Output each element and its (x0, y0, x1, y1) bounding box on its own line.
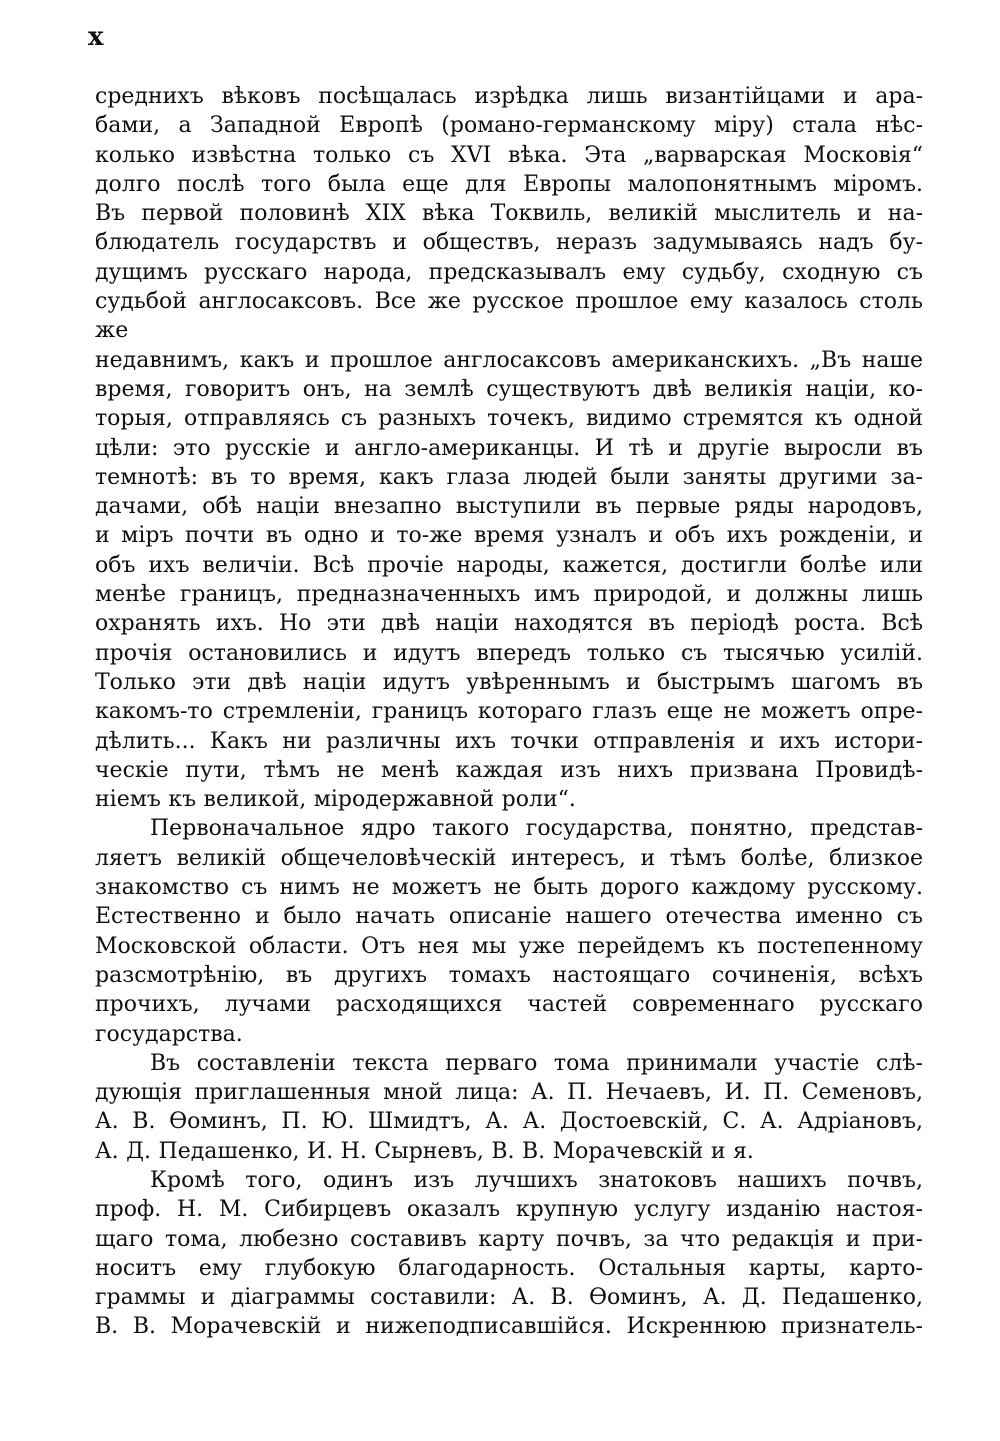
text-line: В. В. Морачевскій и нижеподписавшійся. Искреннюю признатель- (95, 1314, 923, 1340)
text-line: разсмотрѣнію, въ другихъ томахъ настоящаго сочиненія, всѣхъ (95, 962, 923, 988)
text-line: носитъ ему глубокую благодарность. Остальныя карты, карто- (95, 1255, 923, 1281)
body-text (95, 82, 923, 1342)
text-line: проф. Н. М. Сибирцевъ оказалъ крупную услугу изданію настоя- (95, 1197, 923, 1223)
page-number: x (88, 22, 105, 52)
text-line: Московской области. Отъ нея мы уже перейдемъ къ постепенному (95, 933, 923, 959)
text-line: дачами, обѣ націи внезапно выступили въ первые ряды народовъ, (95, 494, 923, 520)
text-line: судьбой англосаксовъ. Все же русское прошлое ему казалось столь же (95, 289, 923, 344)
text-line: А. В. Ѳоминъ, П. Ю. Шмидтъ, А. А. Достоевскій, С. А. Адріановъ, (95, 1109, 923, 1135)
text-line: А. Д. Педашенко, И. Н. Сырневъ, В. В. Морачевскій и я. (95, 1138, 754, 1164)
text-line: прочихъ, лучами расходящихся частей современнаго русскаго (95, 992, 923, 1018)
text-line: Въ составленіи текста перваго тома принимали участіе слѣ- (150, 1050, 923, 1076)
text-line: Естественно и было начать описаніе нашего отечества именно съ (95, 904, 923, 930)
text-line: государства. (95, 1021, 243, 1047)
text-line: дущимъ русскаго народа, предсказывалъ ему судьбу, сходную съ (95, 259, 923, 285)
text-line: долго послѣ того была еще для Европы малопонятнымъ міромъ. (95, 171, 923, 197)
text-line: дующія приглашенныя мной лица: А. П. Нечаевъ, И. П. Семеновъ, (95, 1080, 923, 1106)
text-line: колько извѣстна только съ XVI вѣка. Эта „варварская Московія“ (95, 142, 923, 168)
text-line: время, говоритъ онъ, на землѣ существуютъ двѣ великія націи, ко- (95, 376, 923, 402)
text-line: темнотѣ: въ то время, какъ глаза людей были заняты другими за- (95, 464, 923, 490)
text-line: дѣлить... Какъ ни различны ихъ точки отправленія и ихъ истори- (95, 728, 923, 754)
text-line: граммы и діаграммы составили: А. В. Ѳоминъ, А. Д. Педашенко, (95, 1285, 923, 1311)
text-line: ческіе пути, тѣмъ не менѣ каждая изъ нихъ призвана Провидѣ- (95, 757, 923, 783)
text-line: Первоначальное ядро такого государства, понятно, представ- (150, 816, 923, 842)
text-line: охранять ихъ. Но эти двѣ націи находятся въ періодѣ роста. Всѣ (95, 611, 923, 637)
text-line: какомъ-то стремленіи, границъ котораго глазъ еще не можетъ опре- (95, 699, 923, 725)
text-line: ніемъ къ великой, міродержавной роли“. (95, 787, 576, 813)
text-line: прочія остановились и идутъ впередъ только съ тысячью усилій. (95, 640, 923, 666)
text-line: цѣли: это русскіе и англо-американцы. И тѣ и другіе выросли въ (95, 435, 923, 461)
text-line: Кромѣ того, одинъ изъ лучшихъ знатоковъ нашихъ почвъ, (150, 1167, 923, 1193)
text-line: торыя, отправляясь съ разныхъ точекъ, видимо стремятся къ одной (95, 406, 923, 432)
text-line: знакомство съ нимъ не можетъ не быть дорого каждому русскому. (95, 875, 923, 901)
text-line: объ ихъ величіи. Всѣ прочіе народы, кажется, достигли болѣе или (95, 552, 923, 578)
text-line: Только эти двѣ націи идутъ увѣреннымъ и быстрымъ шагомъ въ (95, 669, 923, 695)
text-line: щаго тома, любезно составивъ карту почвъ, за что редакція и при- (95, 1226, 923, 1252)
text-line: недавнимъ, какъ и прошлое англосаксовъ американскихъ. „Въ наше (95, 347, 923, 373)
text-line: бами, а Западной Европѣ (романо-германскому міру) стала нѣс- (95, 113, 923, 139)
text-line: ляетъ великій общечеловѣческій интересъ, и тѣмъ болѣе, близкое (95, 845, 923, 871)
text-line: Въ первой половинѣ XIX вѣка Токвиль, великій мыслитель и на- (95, 201, 923, 227)
text-line: блюдатель государствъ и обществъ, неразъ задумываясь надъ бу- (95, 230, 923, 256)
text-line: менѣе границъ, предназначенныхъ имъ природой, и должны лишь (95, 582, 923, 608)
text-line: среднихъ вѣковъ посѣщалась изрѣдка лишь византійцами и ара- (95, 84, 923, 109)
text-line: и міръ почти въ одно и то-же время узналъ и объ ихъ рожденіи, и (95, 523, 923, 549)
